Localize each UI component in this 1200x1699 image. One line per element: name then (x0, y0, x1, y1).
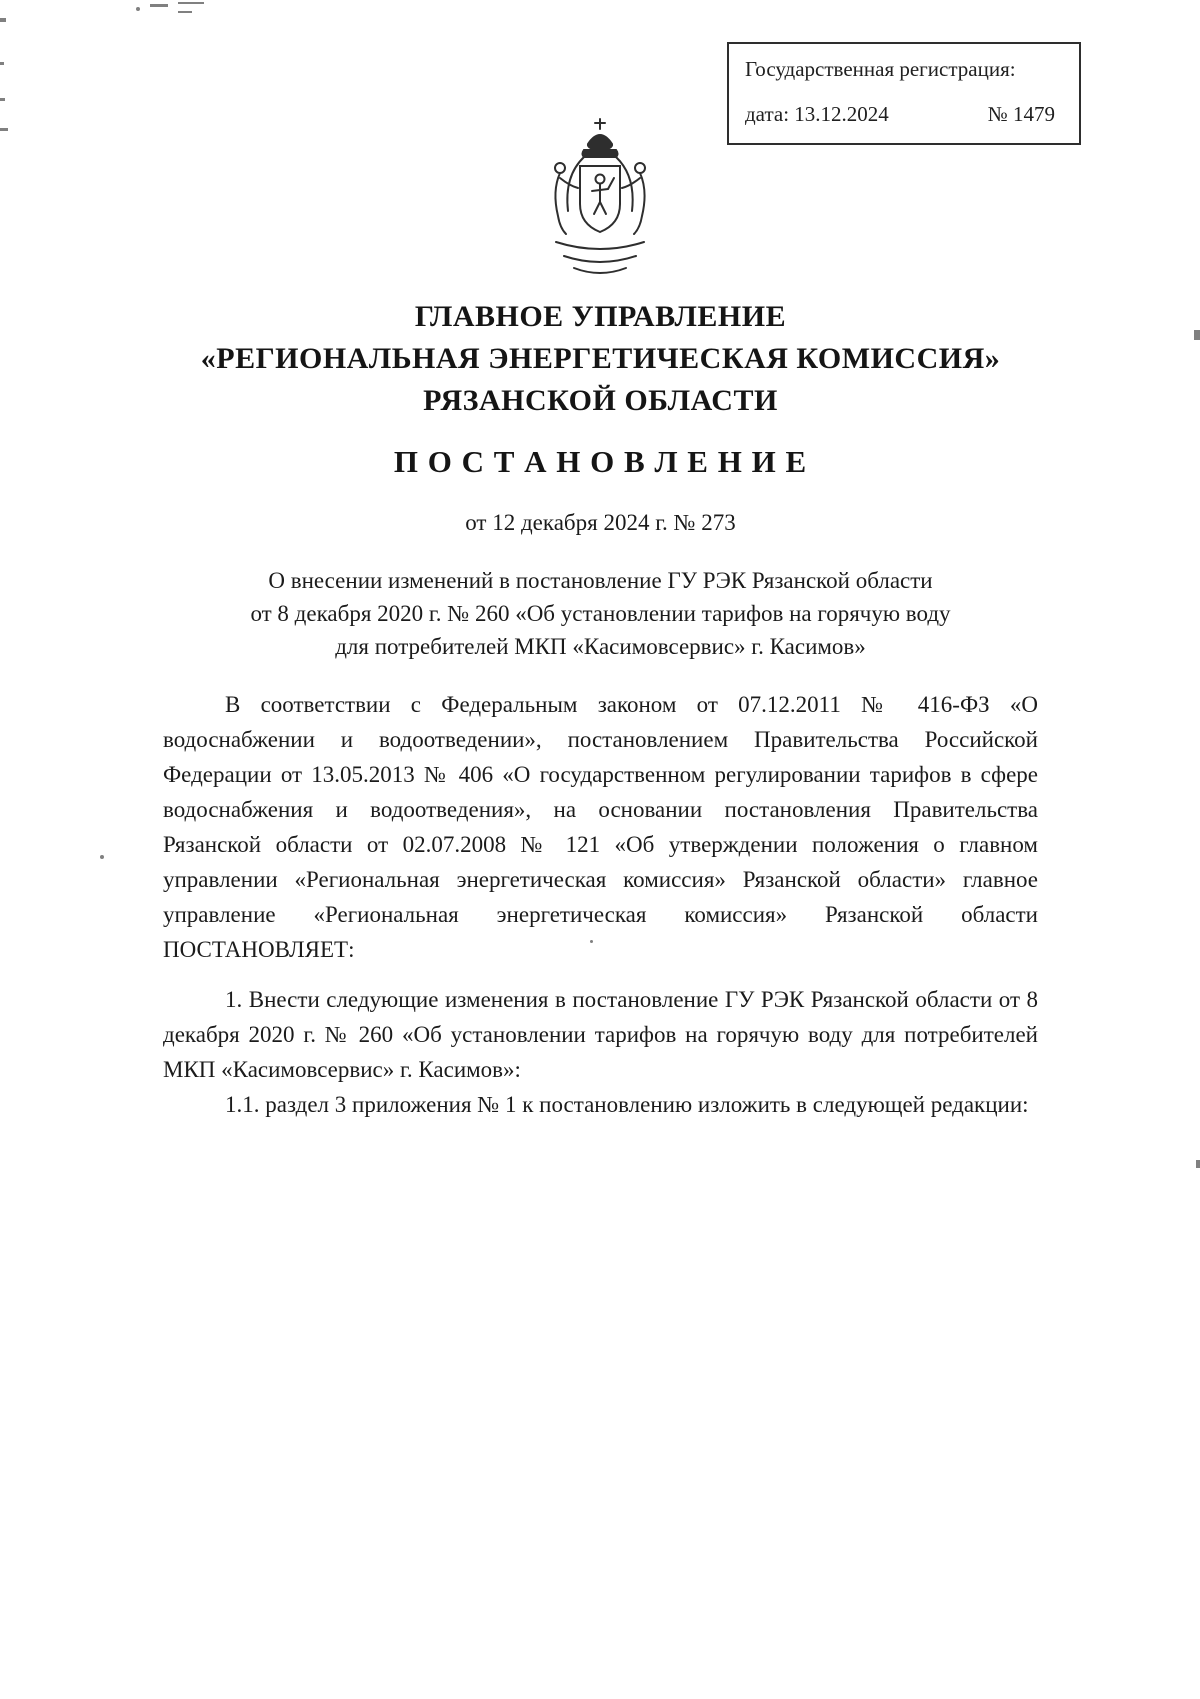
org-name-line-2: «РЕГИОНАЛЬНАЯ ЭНЕРГЕТИЧЕСКАЯ КОМИССИЯ» (200, 342, 1001, 375)
scan-artifact (136, 7, 140, 11)
document-body (163, 687, 1038, 1122)
scan-artifact (178, 2, 204, 4)
subject-line-3: для потребителей МКП «Касимовсервис» г. Касимов» (335, 634, 866, 659)
scan-artifact (150, 4, 168, 7)
scan-artifact (0, 18, 6, 22)
registration-title: Государственная регистрация: (745, 57, 1016, 81)
coat-of-arms-icon (534, 116, 666, 289)
org-name-line-1: ГЛАВНОЕ УПРАВЛЕНИЕ (414, 300, 787, 333)
org-name-line-3: РЯЗАНСКОЙ ОБЛАСТИ (423, 384, 778, 417)
scan-artifact (0, 128, 8, 131)
body-paragraph-2: 1. Внести следующие изменения в постановление ГУ РЭК Рязанской области от 8 декабря 2020 г. № 260 «Об установлении тарифов на горячую воду для потребителей МКП «Касимовсервис» г. Касимов»: (163, 987, 1038, 1082)
registration-number: № 1479 (987, 102, 1055, 126)
subject-line-1: О внесении изменений в постановление ГУ РЭК Рязанской области (268, 568, 933, 593)
scan-artifact (0, 98, 5, 101)
document-date-number: от 12 декабря 2024 г. № 273 (465, 510, 736, 535)
scan-artifact (1196, 1160, 1200, 1168)
scan-artifact (178, 11, 192, 13)
scan-artifact (100, 855, 104, 859)
body-paragraph-3: 1.1. раздел 3 приложения № 1 к постановлению изложить в следующей редакции: (225, 1092, 1029, 1117)
scan-artifact (0, 62, 4, 65)
document-type-title: П О С Т А Н О В Л Е Н И Е (393, 444, 808, 479)
registration-date: дата: 13.12.2024 (745, 102, 889, 126)
state-registration-box (727, 42, 1081, 145)
document-content (163, 296, 1038, 1122)
subject-line-2: от 8 декабря 2020 г. № 260 «Об установлении тарифов на горячую воду (250, 601, 951, 626)
document-subject (163, 564, 1038, 663)
scan-artifact (1194, 330, 1200, 340)
body-paragraph-1: В соответствии с Федеральным законом от 07.12.2011 № 416-ФЗ «О водоснабжении и водоотведении», постановлением Правительства Российской Федерации от 13.05.2013 № 406 «О государственном регулировании тарифов в сфере водоснабжения и водоотведения», на основании постановления Правительства Рязанской области от 02.07.2008 № 121 «Об утверждении положения о главном управлении «Региональная энергетическая комиссия» Рязанской области» главное управление «Региональная энергетическая комиссия» Рязанской области ПОСТАНОВЛЯЕТ: (163, 692, 1038, 962)
